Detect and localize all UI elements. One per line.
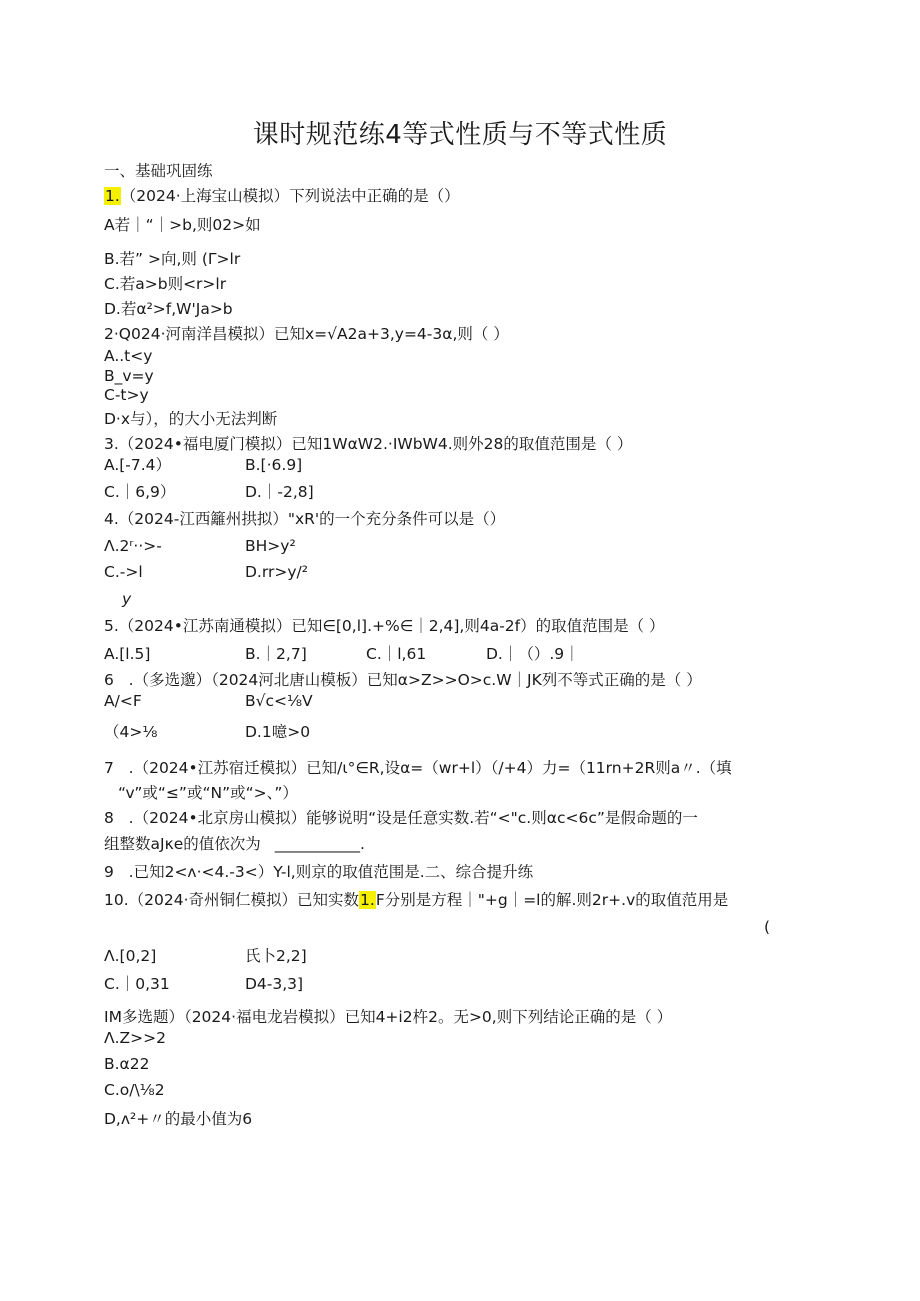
question-10-text-pre: 10.（2024·奇州铜仁模拟）已知实数 <box>104 891 360 909</box>
question-1-option-c: C.若a>b则<r>lr <box>104 275 227 293</box>
question-5-option-c: C.｜l,61 <box>366 645 427 663</box>
question-3-stem: 3.（2024•福电厦门模拟）已知1WαW2.·IWbW4.则外28的取值范围是（ ） <box>104 435 633 453</box>
question-10-option-c: C.｜0,31 <box>104 975 170 993</box>
question-10-option-a: Λ.[0,2] <box>104 947 157 965</box>
question-10-text-post: F分别是方程｜"+g｜=l的解.则2r+.v的取值范用是 <box>375 891 729 909</box>
question-8-text: .（2024•北京房山模拟）能够说明“设是任意实数.若“<"c.则αc<6c”是假命题的一 <box>128 809 698 827</box>
question-10-option-d: D4-3,3] <box>245 975 304 993</box>
question-7-text: .（2024•江苏宿迁模拟）已知/ι°∈R,设α=（wr+l）（/+4）力=（11rn+2R则a〃.（填 <box>128 759 732 777</box>
question-5-stem: 5.（2024•江苏南通模拟）已知∈[0,l].+%∈｜2,4],则4a-2f）的取值范围是（ ） <box>104 617 665 635</box>
question-9-number: 9 <box>104 863 114 881</box>
question-8-period: . <box>360 835 365 853</box>
question-2-option-a: A..t<y <box>104 347 153 365</box>
question-2-option-b: B_v=y <box>104 367 154 385</box>
question-11-option-a: Λ.Z>>2 <box>104 1029 166 1047</box>
question-2-option-c: C-t>y <box>104 386 149 404</box>
question-1-option-d: D.若α²>f,W'Ja>b <box>104 300 233 318</box>
question-11-option-d: D,ʌ²+〃的最小值为6 <box>104 1110 253 1128</box>
question-6-option-c: （4>⅛ <box>104 723 158 741</box>
question-3-option-a: A.[-7.4） <box>104 456 172 474</box>
question-5-option-b: B.｜2,7] <box>245 645 307 663</box>
question-7-line-1 <box>104 758 732 778</box>
question-3-option-d: D.｜-2,8] <box>245 483 314 501</box>
question-7-line-2: “v”或“≤”或“N”或“>、”） <box>118 784 298 802</box>
question-8-number: 8 <box>104 809 114 827</box>
question-6-option-d: D.1噫>0 <box>245 723 311 741</box>
question-9-text: .已知2<ʌ·<4.-3<）Y-l,则京的取值范围是.二、综合提升练 <box>128 863 534 881</box>
question-10-stem <box>104 890 728 910</box>
question-5-option-d: D.｜（）.9｜ <box>486 645 580 663</box>
question-6-text: .（多选邈）（2024河北唐山模板）已知α>Z>>O>c.W｜JK列不等式正确的是（ ） <box>128 671 702 689</box>
question-1-number: 1. <box>105 187 120 205</box>
question-8-line-2 <box>104 834 365 854</box>
question-8-text-2: 组整数aJκe的值依次为 <box>104 835 261 853</box>
question-11-option-b: B.α22 <box>104 1055 150 1073</box>
question-7-number: 7 <box>104 759 114 777</box>
question-4-fraction-denominator: y <box>122 590 132 608</box>
question-1-text: （2024·上海宝山模拟）下列说法中正确的是（） <box>120 187 460 205</box>
question-10-highlight: 1. <box>360 891 375 909</box>
question-6-number: 6 <box>104 671 114 689</box>
question-6-stem <box>104 670 702 690</box>
question-8-blank: ___________ <box>274 835 360 853</box>
question-4-option-d: D.rr>y/² <box>245 563 308 581</box>
question-1-stem <box>104 186 460 206</box>
question-6-option-a: A/<F <box>104 692 142 710</box>
question-1-option-b: B.若” >向,则 (Γ>lr <box>104 250 241 268</box>
question-1-option-a: A若｜“｜>b,则02>如 <box>104 216 261 234</box>
page-title: 课时规范练4等式性质与不等式性质 <box>252 120 668 150</box>
question-2-stem: 2·Q024·河南洋昌模拟）已知x=√A2a+3,y=4-3α,则（ ） <box>104 325 509 343</box>
question-3-option-c: C.｜6,9） <box>104 483 176 501</box>
question-11-option-c: C.o/\⅛2 <box>104 1081 165 1099</box>
question-10-option-b: 氏卜2,2] <box>245 947 307 965</box>
section-heading-basic: 一、基础巩固练 <box>104 162 213 180</box>
question-4-option-b: BH>y² <box>245 537 296 555</box>
question-4-option-a: Λ.2ʳ··>- <box>104 537 162 555</box>
question-9-line <box>104 862 533 882</box>
question-3-option-b: B.[·6.9] <box>245 456 303 474</box>
question-2-option-d: D·x与），的大小无法判断 <box>104 410 278 428</box>
question-11-stem: IM多选题）（2024·福电龙岩模拟）已知4+i2杵2。无>0,则下列结论正确的是（ ） <box>104 1008 673 1026</box>
question-4-option-c: C.->l <box>104 563 143 581</box>
question-4-stem: 4.（2024-江西籬州拱拟）"xR'的一个充分条件可以是（） <box>104 510 506 528</box>
question-8-line-1 <box>104 808 698 828</box>
question-5-option-a: A.[l.5] <box>104 645 151 663</box>
question-10-paren: ( <box>764 918 771 936</box>
question-6-option-b: B√c<⅛V <box>245 692 313 710</box>
